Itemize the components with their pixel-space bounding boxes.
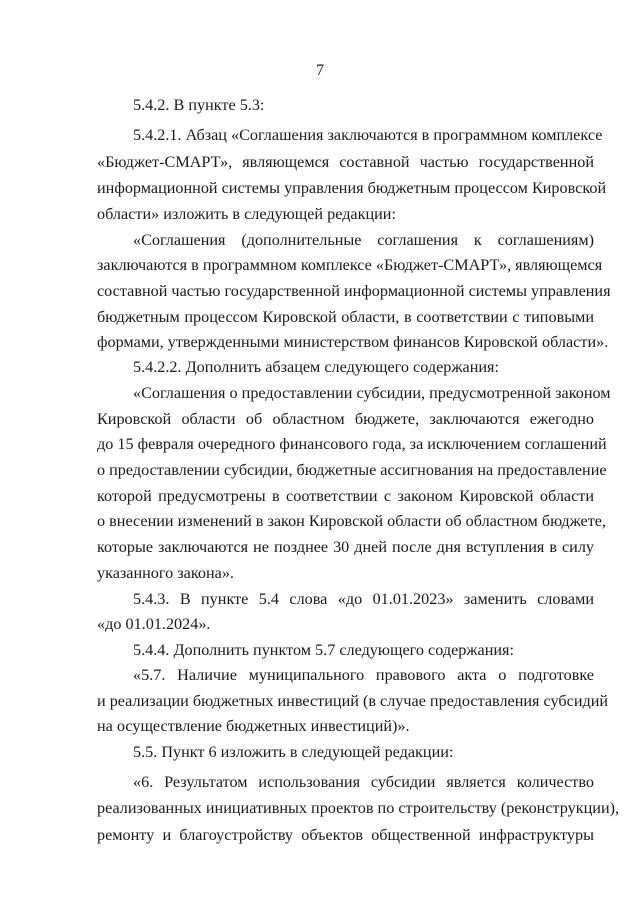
paragraph-line: указанного закона». bbox=[97, 564, 234, 582]
paragraph-line: «6. Результатом использования субсидии является количество bbox=[133, 773, 594, 791]
paragraph-line: 5.4.4. Дополнить пунктом 5.7 следующего содержания: bbox=[133, 641, 514, 659]
paragraph-line: 5.5. Пункт 6 изложить в следующей редакции: bbox=[133, 743, 454, 761]
paragraph-line: 5.4.3. В пункте 5.4 слова «до 01.01.2023» заменить словами bbox=[133, 590, 594, 608]
paragraph-line: «Бюджет-СМАРТ», являющемся составной частью государственной bbox=[97, 153, 594, 171]
paragraph-line: о внесении изменений в закон Кировской области об областном бюджете, bbox=[97, 512, 607, 530]
paragraph-line: формами, утвержденными министерством финансов Кировской области». bbox=[97, 333, 609, 351]
paragraph-line: Кировской области об областном бюджете, заключаются ежегодно bbox=[97, 410, 594, 428]
paragraph-line: 5.4.2. В пункте 5.3: bbox=[133, 96, 265, 114]
page-number: 7 bbox=[316, 62, 324, 79]
paragraph-line: заключаются в программном комплексе «Бюджет-СМАРТ», являющемся bbox=[97, 256, 603, 274]
paragraph-line: «Соглашения о предоставлении субсидии, предусмотренной законом bbox=[133, 384, 611, 402]
paragraph-line: информационной системы управления бюджетным процессом Кировской bbox=[97, 179, 607, 197]
paragraph-line: на осуществление бюджетных инвестиций)». bbox=[97, 717, 410, 735]
paragraph-line: «5.7. Наличие муниципального правового акта о подготовке bbox=[133, 666, 594, 684]
paragraph-line: бюджетным процессом Кировской области, в соответствии с типовыми bbox=[97, 308, 594, 326]
paragraph-line: 5.4.2.2. Дополнить абзацем следующего содержания: bbox=[133, 358, 499, 376]
paragraph-line: до 15 февраля очередного финансового года, за исключением соглашений bbox=[97, 435, 607, 453]
paragraph-line: «до 01.01.2024». bbox=[97, 615, 211, 633]
paragraph-line: которой предусмотрены в соответствии с законом Кировской области bbox=[97, 487, 594, 505]
paragraph-line: о предоставлении субсидии, бюджетные ассигнования на предоставление bbox=[97, 461, 607, 479]
paragraph-line: реализованных инициативных проектов по строительству (реконструкции), bbox=[97, 799, 620, 817]
paragraph-line: которые заключаются не позднее 30 дней после дня вступления в силу bbox=[97, 538, 594, 556]
paragraph-line: 5.4.2.1. Абзац «Соглашения заключаются в программном комплексе bbox=[133, 126, 603, 144]
paragraph-line: ремонту и благоустройству объектов общественной инфраструктуры bbox=[97, 826, 594, 844]
paragraph-line: и реализации бюджетных инвестиций (в случае предоставления субсидий bbox=[97, 692, 609, 710]
paragraph-line: «Соглашения (дополнительные соглашения к соглашениям) bbox=[133, 231, 594, 249]
paragraph-line: области» изложить в следующей редакции: bbox=[97, 205, 396, 223]
paragraph-line: составной частью государственной информационной системы управления bbox=[97, 282, 611, 300]
